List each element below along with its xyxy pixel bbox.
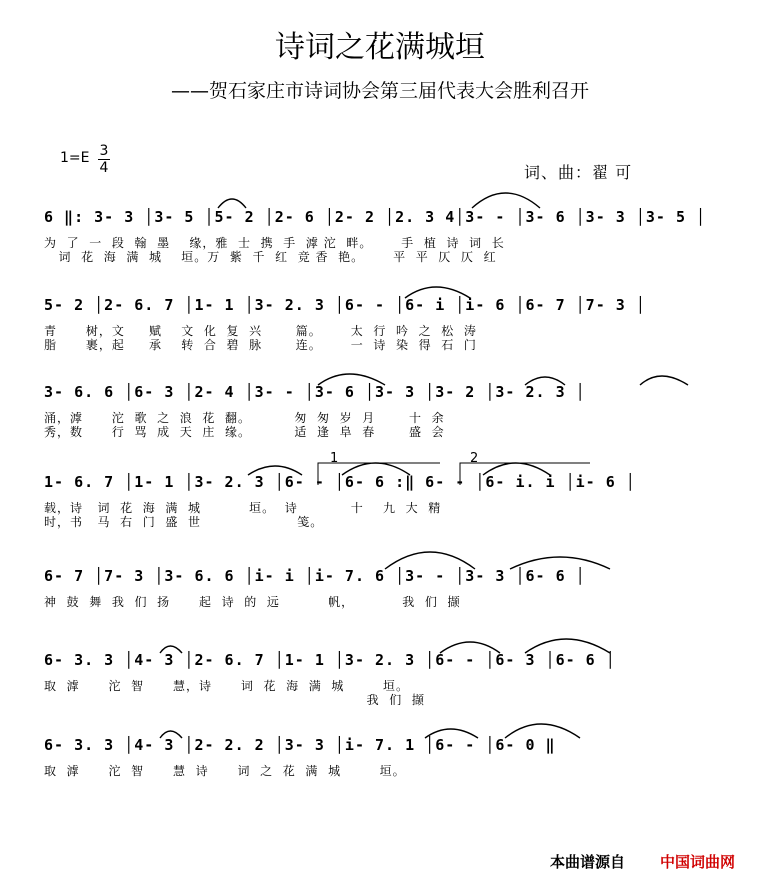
- lyric-line-1: 取 滹 沱 智 慧 诗 词 之 花 满 城 垣。: [44, 764, 406, 778]
- lyric-line-1: 为 了 一 段 翰 墨 缘，雅 士 携 手 滹 沱 畔。 手 植 诗 词 长: [44, 236, 505, 250]
- notation-line: 5- 2 │2- 6. 7 │1- 1 │3- 2. 3 │6- - │6- i │i- 6 │6- 7 │7- 3 │: [44, 296, 646, 314]
- notation-line: 6- 3. 3 │4- 3 │2- 6. 7 │1- 1 │3- 2. 3 │6- - │6- 3 │6- 6 │: [44, 651, 616, 669]
- lyric-line-2: 脂 裹，起 承 转 合 碧 脉 连。 一 诗 染 得 石 门: [44, 338, 477, 352]
- key-signature: 1=E: [60, 150, 90, 166]
- lyric-line-1: 涌，滹 沱 歌 之 浪 花 翻。 匆 匆 岁 月 十 余: [44, 411, 445, 425]
- notation-line: 6- 3. 3 │4- 3 │2- 2. 2 │3- 3 │i- 7. 1 │6- - │6- 0 ‖: [44, 736, 556, 754]
- notation-line: 6- 7 │7- 3 │3- 6. 6 │i- i │i- 7. 6 │3- - │3- 3 │6- 6 │: [44, 567, 586, 585]
- notation-line: 1- 6. 7 │1- 1 │3- 2. 3 │6- - │6- 6 :‖ 6- - │6- i. i │i- 6 │: [44, 473, 636, 491]
- lyric-line-1: 载，诗 词 花 海 满 城 垣。 诗 十 九 大 精: [44, 501, 442, 515]
- song-subtitle: ——贺石家庄市诗词协会第三届代表大会胜利召开: [170, 80, 589, 102]
- source-label: 本曲谱源自: [550, 853, 626, 871]
- lyric-line-2: 秀，数 行 骂 成 天 庄 缘。 适 逢 阜 春 盛 会: [44, 425, 445, 439]
- time-signature-top: 3: [99, 143, 109, 159]
- lyric-line-1: 取 滹 沱 智 慧，诗 词 花 海 满 城 垣。: [44, 679, 409, 693]
- site-name-link[interactable]: 中国词曲网: [660, 853, 736, 871]
- credit-line: 词、曲：翟 可: [524, 163, 633, 182]
- lyric-line-2: 时，书 马 右 门 盛 世 笺。: [44, 515, 324, 529]
- lyric-line-2: 词 花 海 满 城 垣。万 紫 千 红 竞 香 艳。 平 平 仄 仄 红: [44, 250, 497, 264]
- volta-1-label: 1: [330, 451, 339, 466]
- lyric-line-2: 我 们 撷: [44, 693, 425, 707]
- notation-line: 6 ‖: 3- 3 │3- 5 │5- 2 │2- 6 │2- 2 │2. 3 4│3- - │3- 6 │3- 3 │3- 5 │: [44, 208, 707, 226]
- lyric-line-1: 青 树，文 赋 文 化 复 兴 篇。 太 行 吟 之 松 涛: [44, 324, 477, 338]
- notation-line: 3- 6. 6 │6- 3 │2- 4 │3- - │3- 6 │3- 3 │3- 2 │3- 2. 3 │: [44, 383, 586, 401]
- time-signature-bottom: 4: [99, 160, 109, 176]
- score-system-7: [0, 736, 760, 826]
- lyric-line-1: 神 鼓 舞 我 们 扬 起 诗 的 远 帆， 我 们 撷: [44, 595, 461, 609]
- song-title: 诗词之花满城垣: [275, 30, 485, 65]
- volta-2-label: 2: [470, 451, 479, 466]
